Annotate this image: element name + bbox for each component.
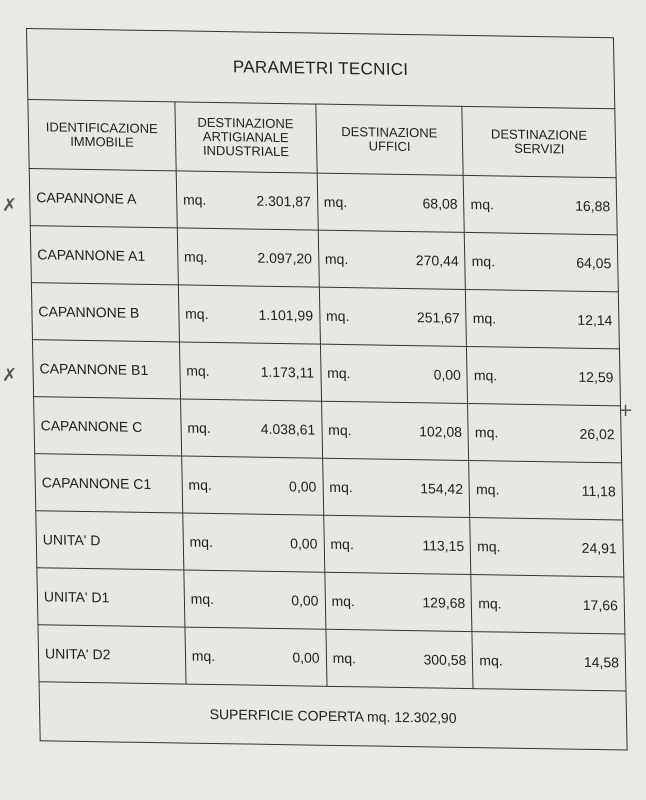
table-row [29,169,617,235]
unit-label: mq. [471,253,496,270]
artigianale-cell [185,627,327,686]
servizi-value: 16,88 [574,197,611,215]
servizi-value: 14,58 [583,653,620,671]
unit-label: mq. [182,191,207,208]
unit-label: mq. [326,364,351,382]
unit-label: mq. [329,478,353,496]
unit-label: mq. [189,533,214,551]
handwritten-plus-mark: + [618,400,634,421]
uffici-cell [324,572,472,631]
unit-label: mq. [183,248,208,265]
immobile-name: CAPANNONE C1 [35,454,183,513]
unit-label: mq. [330,535,354,553]
servizi-cell [471,575,625,634]
handwritten-check-mark: ✗ [2,195,18,216]
artigianale-cell [181,456,323,515]
unit-label: mq. [476,538,501,555]
table-row [32,340,620,406]
unit-label: mq. [187,419,211,436]
artigianale-cell [176,171,318,230]
table-row [36,511,624,577]
artigianale-value: 0,00 [292,649,320,666]
table-row [38,625,626,691]
table-row [31,283,619,349]
artigianale-value: 2.301,87 [256,192,311,210]
unit-label: mq. [332,649,357,667]
immobile-name: UNITA' D [36,511,184,570]
unit-label: mq. [190,590,215,608]
uffici-cell [319,287,467,346]
unit-label: mq. [475,481,500,498]
table-title: PARAMETRI TECNICI [27,29,615,109]
artigianale-value: 1.101,99 [258,306,314,324]
uffici-value: 251,67 [416,309,460,326]
unit-label: mq. [472,310,497,327]
servizi-value: 12,14 [577,311,613,329]
unit-label: mq. [325,307,350,325]
artigianale-cell [178,285,320,344]
servizi-value: 26,02 [579,425,615,443]
unit-label: mq. [474,424,499,441]
unit-label: mq. [191,647,216,665]
artigianale-cell [180,399,322,458]
uffici-value: 0,00 [433,366,462,383]
artigianale-value: 4.038,61 [260,420,316,438]
header-identificazione: IDENTIFICAZIONE IMMOBILE [28,100,176,171]
servizi-cell [465,232,619,291]
uffici-value: 154,42 [420,480,464,497]
servizi-cell [468,403,622,462]
unit-label: mq. [186,362,210,379]
servizi-cell [466,289,620,348]
servizi-cell [472,632,626,691]
servizi-value: 24,91 [581,539,617,557]
table-row [35,454,623,520]
superficie-coperta-total: SUPERFICIE COPERTA mq. 12.302,90 [39,682,627,750]
artigianale-cell [184,570,326,629]
artigianale-value: 0,00 [290,535,318,552]
uffici-value: 113,15 [422,537,465,554]
servizi-value: 11,18 [581,482,616,500]
unit-label: mq. [328,421,352,439]
artigianale-value: 2.097,20 [257,249,313,267]
uffici-cell [323,515,471,574]
parametri-tecnici-sheet [26,28,628,751]
servizi-value: 12,59 [578,368,614,386]
immobile-name: CAPANNONE A [29,169,177,228]
unit-label: mq. [185,305,209,322]
unit-label: mq. [479,652,503,669]
uffici-value: 68,08 [422,195,458,212]
uffici-value: 129,68 [422,594,466,611]
table-row [30,226,618,292]
servizi-cell [469,461,623,520]
immobile-name: UNITA' D2 [38,625,186,684]
artigianale-value: 0,00 [291,592,319,609]
uffici-cell [318,230,466,289]
unit-label: mq. [473,367,498,384]
artigianale-value: 0,00 [288,478,317,495]
uffici-cell [317,173,465,232]
table-row [34,397,622,463]
unit-label: mq. [324,250,349,268]
header-artigianale: DESTINAZIONE ARTIGIANALE INDUSTRIALE [175,102,317,173]
uffici-cell [326,629,474,688]
servizi-value: 17,66 [582,596,618,614]
header-uffici: DESTINAZIONE UFFICI [315,104,463,175]
artigianale-value: 1.173,11 [260,363,315,381]
immobile-name: CAPANNONE B [31,283,179,342]
header-servizi: DESTINAZIONE SERVIZI [462,106,616,177]
servizi-value: 64,05 [576,254,612,272]
unit-label: mq. [478,595,502,612]
uffici-value: 270,44 [415,252,459,269]
parametri-tecnici-table [26,28,628,751]
artigianale-cell [179,342,321,401]
uffici-cell [321,401,469,460]
unit-label: mq. [331,592,355,610]
handwritten-check-mark: ✗ [2,365,18,386]
unit-label: mq. [470,196,495,213]
unit-label: mq. [188,476,212,493]
artigianale-cell [177,228,319,287]
immobile-name: CAPANNONE C [34,397,182,456]
immobile-name: CAPANNONE A1 [30,226,178,285]
immobile-name: CAPANNONE B1 [32,340,180,399]
uffici-value: 102,08 [418,423,463,440]
immobile-name: UNITA' D1 [37,568,185,627]
artigianale-cell [183,513,325,572]
servizi-cell [464,175,618,234]
table-row [37,568,625,634]
servizi-cell [467,346,621,405]
uffici-value: 300,58 [423,651,467,668]
servizi-cell [470,518,624,577]
unit-label: mq. [323,193,348,211]
uffici-cell [320,344,468,403]
uffici-cell [322,458,470,517]
